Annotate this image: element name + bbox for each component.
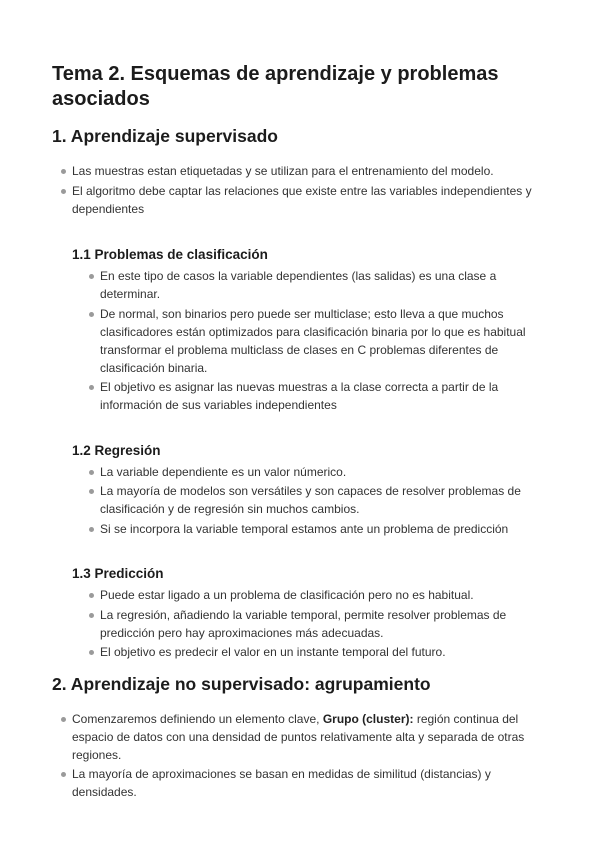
- list-item: En este tipo de casos la variable dependientes (las salidas) es una clase a determinar.: [52, 267, 548, 303]
- classification-bullet-list: [52, 267, 548, 414]
- bullet-icon: [61, 189, 66, 194]
- bullet-icon: [89, 593, 94, 598]
- unsupervised-bullet-list: [52, 710, 548, 802]
- bullet-icon: [89, 312, 94, 317]
- prediction-bullet-list: [52, 586, 548, 661]
- cluster-term: Grupo (cluster):: [322, 711, 414, 726]
- bullet-icon: [89, 527, 94, 532]
- document-title: Tema 2. Esquemas de aprendizaje y problemas asociados: [52, 63, 499, 110]
- list-item: El algoritmo debe captar las relaciones que existe entre las variables independientes y dependientes: [52, 182, 548, 218]
- bullet-icon: [89, 274, 94, 279]
- list-item: El objetivo es asignar las nuevas muestras a la clase correcta a partir de la información de sus variables independientes: [52, 378, 548, 414]
- bullet-icon: [89, 650, 94, 655]
- bullet-icon: [61, 772, 66, 777]
- list-item: De normal, son binarios pero puede ser multiclase; esto lleva a que muchos clasificadores están optimizados para clasificación binaria por lo que es habitual transformar el problema multiclass de clases en C problemas diferentes de clasificación binaria.: [52, 305, 548, 377]
- list-item: La variable dependiente es un valor númerico.: [52, 463, 548, 481]
- list-item: El objetivo es predecir el valor en un instante temporal del futuro.: [52, 643, 548, 661]
- subsection-heading-prediction: 1.3 Predicción: [72, 566, 164, 581]
- regression-bullet-list: [52, 463, 548, 538]
- bullet-icon: [61, 169, 66, 174]
- bullet-icon: [89, 489, 94, 494]
- bullet-icon: [61, 717, 66, 722]
- list-item: Las muestras estan etiquetadas y se utilizan para el entrenamiento del modelo.: [52, 162, 548, 180]
- list-item: Si se incorpora la variable temporal estamos ante un problema de predicción: [52, 520, 548, 538]
- bullet-icon: [89, 613, 94, 618]
- subsection-heading-classification: 1.1 Problemas de clasificación: [72, 247, 268, 262]
- supervised-bullet-list: [52, 162, 548, 218]
- list-item: Comenzaremos definiendo un elemento clave, Grupo (cluster): región continua del espacio de datos con una densidad de puntos relativamente alta y separada de otras regiones.: [52, 710, 548, 764]
- list-item: Puede estar ligado a un problema de clasificación pero no es habitual.: [52, 586, 548, 604]
- bullet-icon: [89, 385, 94, 390]
- list-item: La mayoría de aproximaciones se basan en medidas de similitud (distancias) y densidades.: [52, 765, 548, 801]
- list-item: La mayoría de modelos son versátiles y son capaces de resolver problemas de clasificación y de regresión sin muchos cambios.: [52, 482, 548, 518]
- bullet-icon: [89, 470, 94, 475]
- list-item: La regresión, añadiendo la variable temporal, permite resolver problemas de predicción pero hay aproximaciones más adecuadas.: [52, 606, 548, 642]
- section-heading-unsupervised: 2. Aprendizaje no supervisado: agrupamiento: [52, 673, 431, 694]
- subsection-heading-regression: 1.2 Regresión: [72, 442, 161, 458]
- section-heading-supervised: 1. Aprendizaje supervisado: [52, 126, 278, 146]
